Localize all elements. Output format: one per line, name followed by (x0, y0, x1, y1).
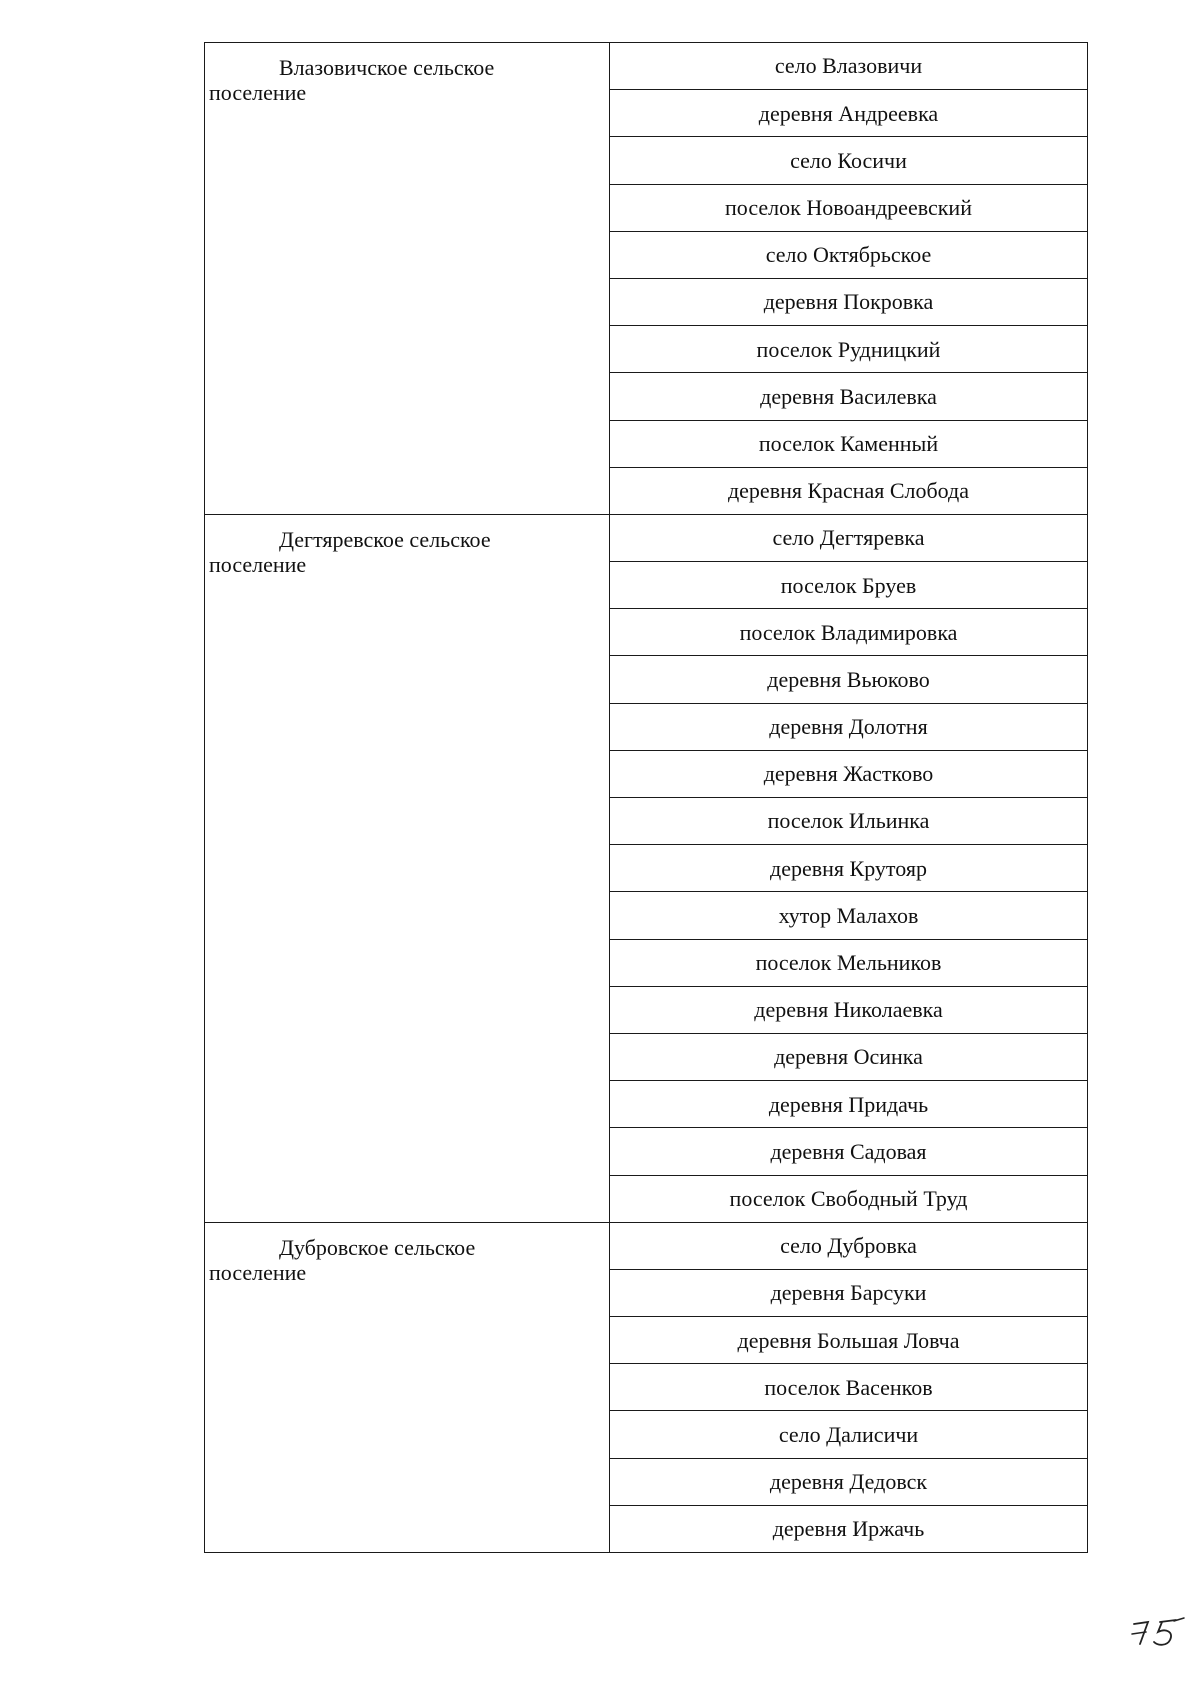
locality-cell: деревня Осинка (610, 1033, 1088, 1080)
locality-cell: поселок Свободный Труд (610, 1175, 1088, 1222)
table-row (205, 1222, 1088, 1269)
locality-cell: деревня Придачь (610, 1081, 1088, 1128)
locality-cell: село Косичи (610, 137, 1088, 184)
locality-cell: деревня Дедовск (610, 1458, 1088, 1505)
settlement-group-name-line2: поселение (209, 80, 307, 106)
locality-cell: поселок Бруев (610, 562, 1088, 609)
locality-cell: хутор Малахов (610, 892, 1088, 939)
settlements-table (204, 42, 1088, 1553)
locality-cell: деревня Николаевка (610, 986, 1088, 1033)
table-row (205, 43, 1088, 90)
locality-cell: поселок Новоандреевский (610, 184, 1088, 231)
settlement-group-name (205, 43, 610, 515)
locality-cell: поселок Каменный (610, 420, 1088, 467)
settlement-group-name-line2: поселение (209, 1259, 307, 1285)
locality-cell: деревня Андреевка (610, 90, 1088, 137)
locality-cell: деревня Большая Ловча (610, 1317, 1088, 1364)
settlement-group-name (205, 1222, 610, 1552)
locality-cell: деревня Вьюково (610, 656, 1088, 703)
locality-cell: село Далисичи (610, 1411, 1088, 1458)
locality-cell: поселок Мельников (610, 939, 1088, 986)
locality-cell: деревня Жастково (610, 750, 1088, 797)
locality-cell: деревня Барсуки (610, 1269, 1088, 1316)
locality-cell: поселок Ильинка (610, 798, 1088, 845)
locality-cell: село Октябрьское (610, 231, 1088, 278)
settlement-group-name-line1: Влазовичское сельское (279, 55, 495, 80)
locality-cell: поселок Владимировка (610, 609, 1088, 656)
locality-cell: деревня Садовая (610, 1128, 1088, 1175)
locality-cell: деревня Красная Слобода (610, 467, 1088, 514)
locality-cell: село Влазовичи (610, 43, 1088, 90)
table-row (205, 514, 1088, 561)
locality-cell: село Дегтяревка (610, 514, 1088, 561)
settlement-group-name-line1: Дегтяревское сельское (279, 526, 491, 552)
locality-cell: село Дубровка (610, 1222, 1088, 1269)
locality-cell: деревня Крутояр (610, 845, 1088, 892)
locality-cell: деревня Долотня (610, 703, 1088, 750)
settlement-group-name-line1: Дубровское сельское (279, 1234, 476, 1260)
settlement-group-name-line2: поселение (209, 552, 307, 578)
locality-cell: поселок Васенков (610, 1364, 1088, 1411)
handwritten-page-number (1128, 1610, 1188, 1658)
locality-cell: деревня Покровка (610, 278, 1088, 325)
settlement-group-name (205, 514, 610, 1222)
locality-cell: деревня Василевка (610, 373, 1088, 420)
locality-cell: деревня Иржачь (610, 1505, 1088, 1552)
locality-cell: поселок Рудницкий (610, 326, 1088, 373)
settlements-table-body (205, 43, 1088, 1553)
